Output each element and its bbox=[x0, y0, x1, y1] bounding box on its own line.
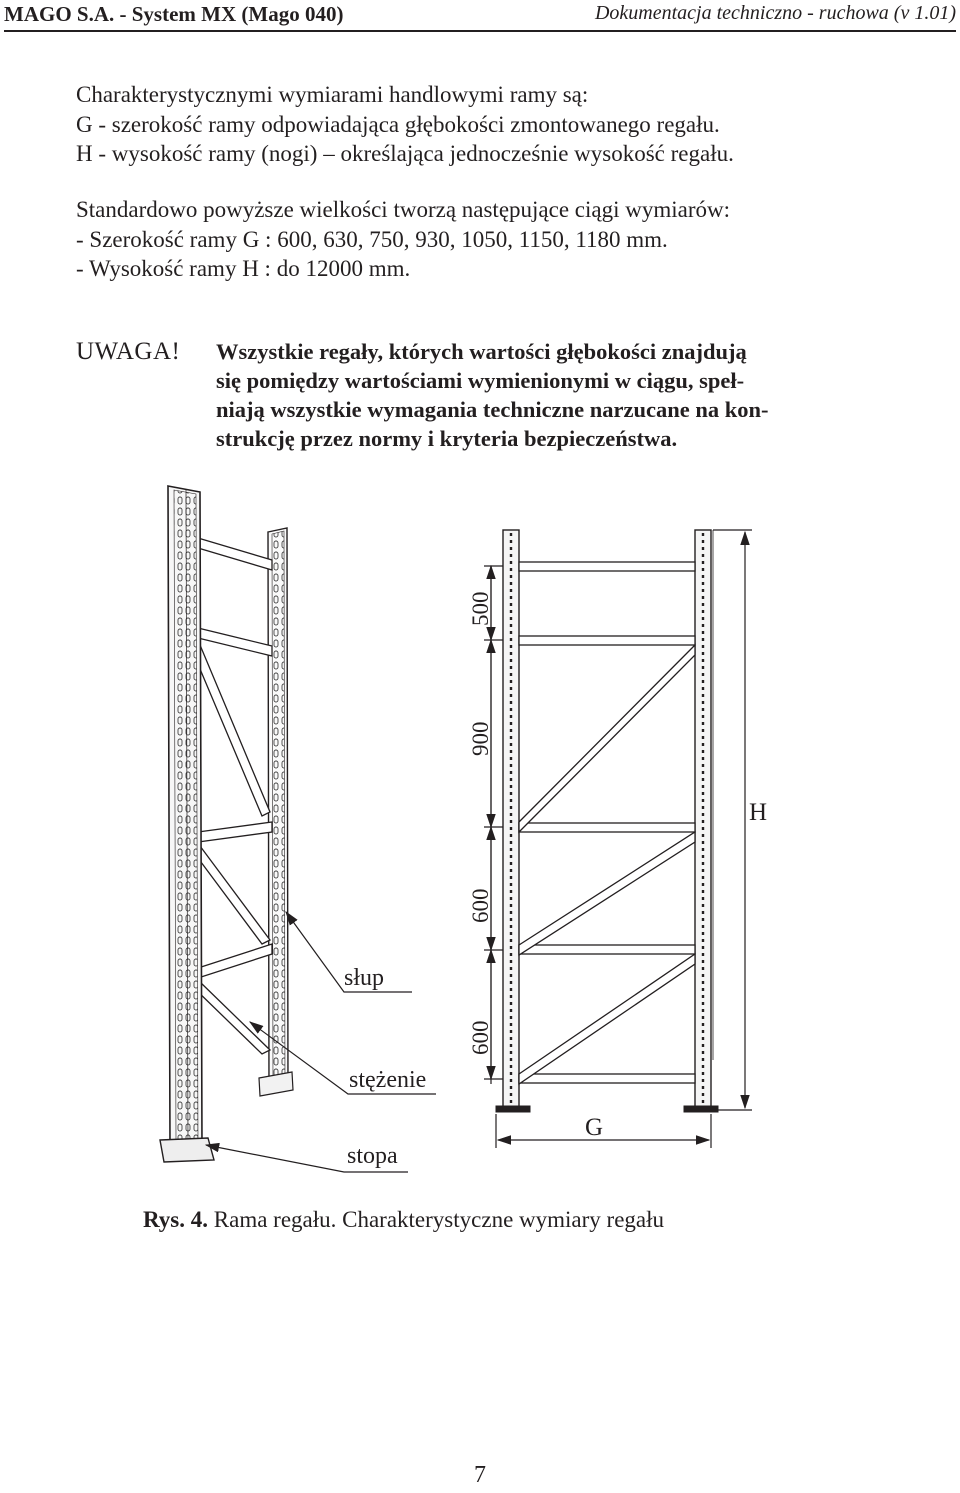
elevation-left-upright bbox=[503, 530, 519, 1108]
paragraph-line: - Wysokość ramy H : do 12000 mm. bbox=[76, 256, 411, 281]
page-number: 7 bbox=[474, 1462, 486, 1488]
bracing bbox=[192, 538, 272, 1054]
figure-caption bbox=[143, 1207, 664, 1233]
figure-caption-text: Rama regału. Charakterystyczne wymiary regału bbox=[208, 1207, 664, 1232]
dimension-500-label: 500 bbox=[468, 591, 493, 626]
elevation-left-foot bbox=[496, 1106, 530, 1112]
dimension-900-label: 900 bbox=[468, 721, 493, 756]
warning-line: Wszystkie regały, których wartości głębokości znajdują bbox=[216, 339, 747, 364]
elevation-horizontals bbox=[519, 562, 695, 1083]
header-title: MAGO S.A. - System MX (Mago 040) bbox=[4, 2, 344, 26]
warning-block bbox=[76, 337, 856, 453]
dimensions-definition-paragraph bbox=[76, 80, 734, 169]
stezenie-callout-label: stężenie bbox=[349, 1067, 427, 1093]
front-upright bbox=[168, 486, 202, 1150]
header-doc-version: Dokumentacja techniczno - ruchowa (v 1.01) bbox=[594, 2, 956, 24]
warning-text bbox=[216, 337, 856, 453]
paragraph-line: - Szerokość ramy G : 600, 630, 750, 930, 1050, 1150, 1180 mm. bbox=[76, 226, 668, 252]
paragraph-line: Charakterystycznymi wymiarami handlowymi ramy są: bbox=[76, 82, 589, 107]
standard-sizes-paragraph bbox=[76, 195, 730, 284]
frame-elevation-drawing bbox=[484, 530, 752, 1148]
paragraph-line: G - szerokość ramy odpowiadająca głębokości zmontowanego regału. bbox=[76, 111, 720, 137]
rack-frame-figure bbox=[0, 470, 960, 1190]
header-rule bbox=[4, 30, 956, 32]
vertical-dimension-chain bbox=[484, 566, 503, 1084]
base-plate bbox=[160, 1138, 214, 1162]
elevation-right-foot bbox=[684, 1106, 718, 1112]
height-dimension bbox=[713, 530, 752, 1110]
page-header bbox=[4, 0, 956, 30]
slup-callout-label: słup bbox=[344, 965, 385, 991]
elevation-diagonals bbox=[519, 645, 695, 1084]
height-dimension-label: H bbox=[749, 799, 768, 826]
paragraph-line: H - wysokość ramy (nogi) – określająca jednocześnie wysokość regału. bbox=[76, 141, 734, 166]
width-dimension-label: G bbox=[585, 1114, 604, 1141]
dimension-600-upper-label: 600 bbox=[468, 888, 493, 923]
elevation-right-upright bbox=[695, 530, 713, 1108]
warning-line: niają wszystkie wymagania techniczne narzucane na kon- bbox=[216, 397, 769, 422]
warning-label: UWAGA! bbox=[76, 338, 181, 365]
stopa-callout-label: stopa bbox=[347, 1143, 398, 1169]
paragraph-line: Standardowo powyższe wielkości tworzą następujące ciągi wymiarów: bbox=[76, 197, 731, 222]
figure-caption-number: Rys. 4. bbox=[143, 1207, 209, 1232]
warning-line: strukcję przez normy i kryteria bezpieczeństwa. bbox=[216, 426, 678, 451]
dimension-600-lower-label: 600 bbox=[468, 1020, 493, 1055]
width-dimension bbox=[496, 1114, 711, 1148]
warning-line: się pomiędzy wartościami wymienionymi w ciągu, speł- bbox=[216, 368, 745, 393]
